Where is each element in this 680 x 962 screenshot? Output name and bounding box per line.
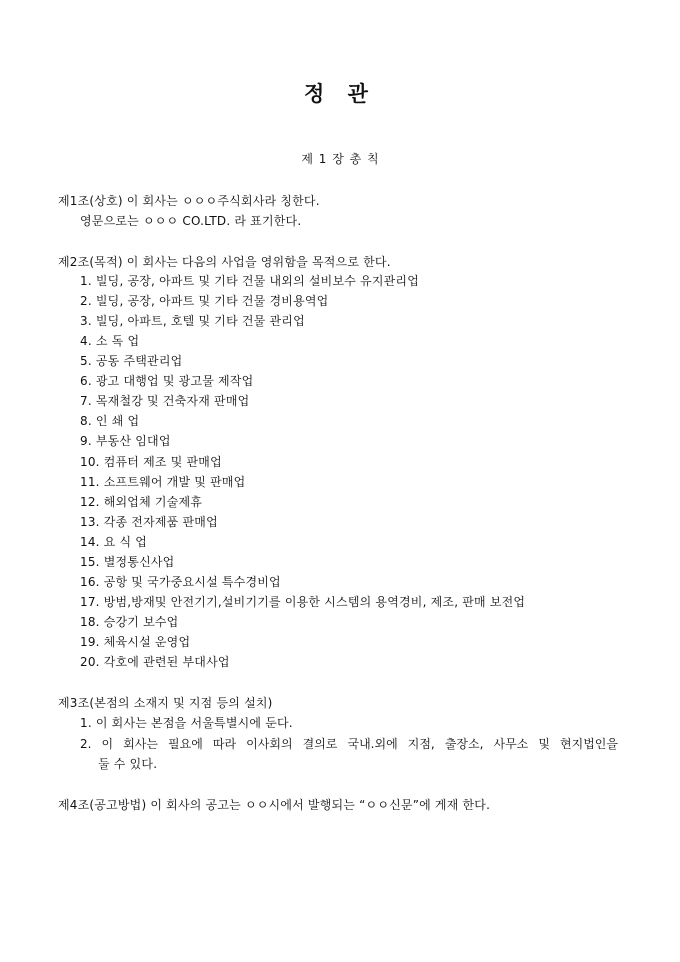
- article-1-heading: 제1조(상호) 이 회사는 ㅇㅇㅇ주식회사라 칭한다.: [58, 194, 320, 208]
- article-2-item: 15. 별정통신사업: [80, 555, 175, 569]
- article-2-item: 6. 광고 대행업 및 광고물 제작업: [80, 374, 254, 388]
- article-2-item: 5. 공동 주택관리업: [80, 354, 183, 368]
- article-3-item-1: 1. 이 회사는 본점을 서울특별시에 둔다.: [80, 716, 293, 730]
- article-3-heading: 제3조(본점의 소재지 및 지점 등의 설치): [58, 696, 273, 710]
- article-2-item: 10. 컴퓨터 제조 및 판매업: [80, 455, 222, 469]
- article-2-item: 20. 각호에 관련된 부대사업: [80, 655, 230, 669]
- article-2-item: 1. 빌딩, 공장, 아파트 및 기타 건물 내외의 설비보수 유지관리업: [80, 274, 420, 288]
- article-2-item: 17. 방범,방재및 안전기기,설비기기를 이용한 시스템의 용역경비, 제조, 판매 보전업: [80, 595, 526, 609]
- article-2-item: 14. 요 식 업: [80, 535, 148, 549]
- article-2-heading: 제2조(목적) 이 회사는 다음의 사업을 영위함을 목적으로 한다.: [58, 255, 391, 269]
- article-2-item: 18. 승강기 보수업: [80, 615, 179, 629]
- article-2-item: 11. 소프트웨어 개발 및 판매업: [80, 475, 246, 489]
- article-2-item: 19. 체육시설 운영업: [80, 635, 191, 649]
- article-2-item: 2. 빌딩, 공장, 아파트 및 기타 건물 경비용역업: [80, 294, 329, 308]
- article-4-heading: 제4조(공고방법) 이 회사의 공고는 ㅇㅇ시에서 발행되는 “ㅇㅇ신문”에 게재 한다.: [58, 798, 491, 812]
- article-2-item: 9. 부동산 임대업: [80, 434, 171, 448]
- article-3-item-2-line-1: 2. 이 회사는 필요에 따라 이사회의 결의로 국내.외에 지점, 출장소, 사무소 및 현지법인을: [80, 737, 618, 751]
- article-2-item: 8. 인 쇄 업: [80, 414, 140, 428]
- article-2-item: 7. 목재철강 및 건축자재 판매업: [80, 394, 250, 408]
- article-1-sub: 영문으로는 ㅇㅇㅇ CO.LTD. 라 표기한다.: [80, 214, 302, 228]
- article-2-item: 12. 해외업체 기술제휴: [80, 495, 203, 509]
- article-2-item: 4. 소 독 업: [80, 334, 140, 348]
- chapter-heading: 제 1 장 총 칙: [301, 152, 379, 166]
- article-2-item: 3. 빌딩, 아파트, 호텔 및 기타 건물 관리업: [80, 314, 305, 328]
- article-3-item-2-line-2: 둘 수 있다.: [98, 757, 158, 771]
- article-2-item: 16. 공항 및 국가중요시설 특수경비업: [80, 575, 281, 589]
- article-2-item: 13. 각종 전자제품 판매업: [80, 515, 218, 529]
- document-title: 정 관: [304, 81, 376, 106]
